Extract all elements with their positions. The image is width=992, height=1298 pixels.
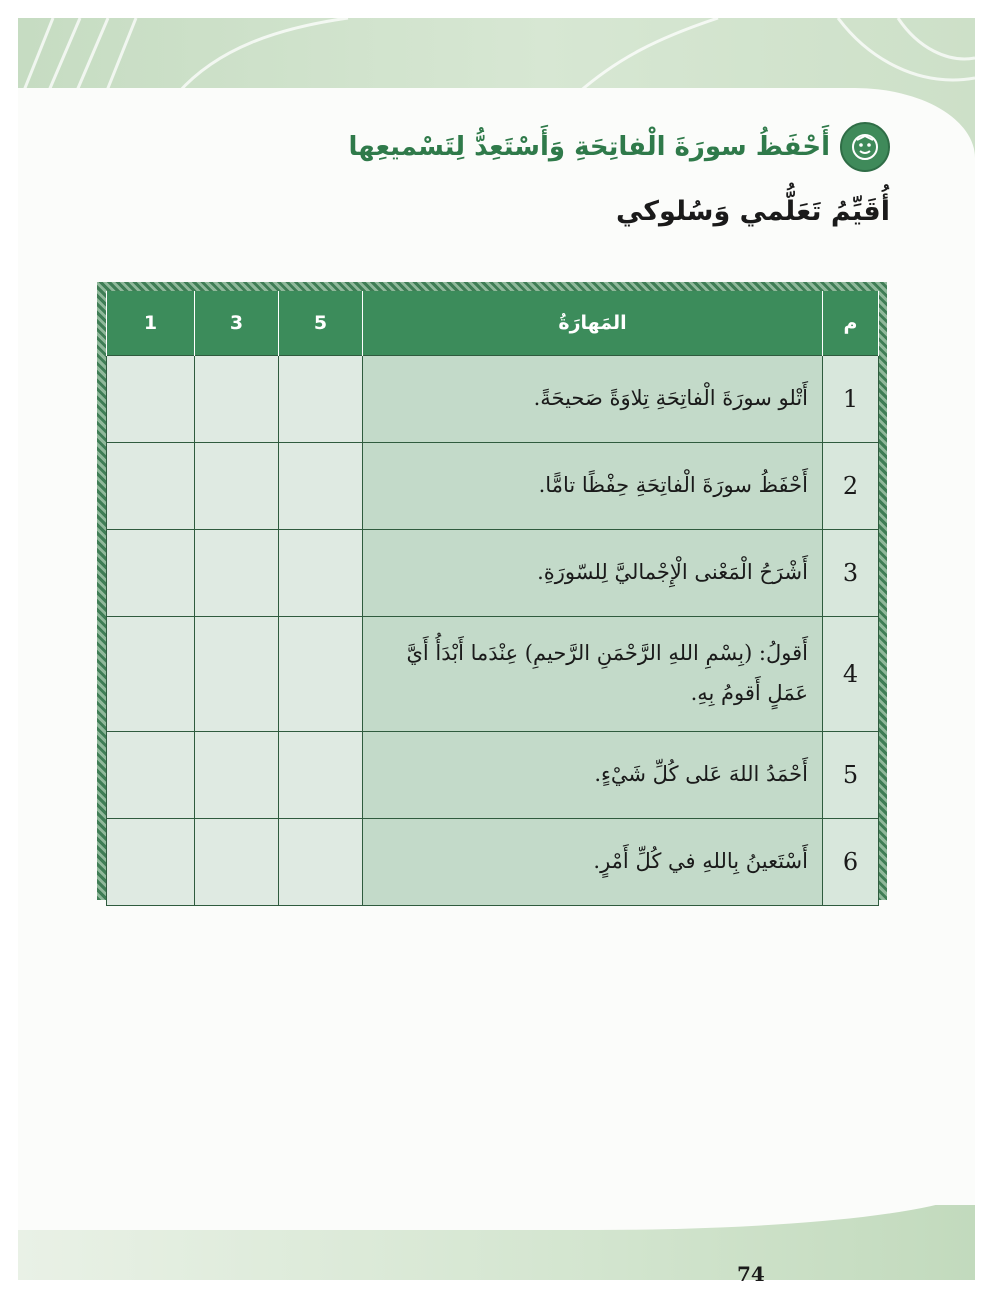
page-number: 74 bbox=[737, 1262, 765, 1286]
table-row bbox=[107, 443, 879, 530]
score-5-cell[interactable] bbox=[279, 617, 363, 732]
header-number: م bbox=[823, 291, 879, 356]
table-row bbox=[107, 617, 879, 732]
score-3-cell[interactable] bbox=[195, 819, 279, 906]
row-skill: أَشْرَحُ الْمَعْنى الْإِجْماليَّ لِلسّورَةِ. bbox=[363, 530, 823, 617]
score-1-cell[interactable] bbox=[107, 819, 195, 906]
score-3-cell[interactable] bbox=[195, 732, 279, 819]
score-1-cell[interactable] bbox=[107, 732, 195, 819]
row-skill: أَحْمَدُ اللهَ عَلى كُلِّ شَيْءٍ. bbox=[363, 732, 823, 819]
score-5-cell[interactable] bbox=[279, 443, 363, 530]
assessment-table-frame bbox=[97, 282, 887, 900]
row-number: 4 bbox=[823, 617, 879, 732]
table-row bbox=[107, 819, 879, 906]
row-number: 2 bbox=[823, 443, 879, 530]
table-row bbox=[107, 356, 879, 443]
score-5-cell[interactable] bbox=[279, 530, 363, 617]
row-skill: أَحْفَظُ سورَةَ الْفاتِحَةِ حِفْظًا تامًّا. bbox=[363, 443, 823, 530]
table-header-row bbox=[107, 291, 879, 356]
score-3-cell[interactable] bbox=[195, 530, 279, 617]
score-3-cell[interactable] bbox=[195, 617, 279, 732]
row-number: 6 bbox=[823, 819, 879, 906]
heading-title: أَحْفَظُ سورَةَ الْفاتِحَةِ وَأَسْتَعِدُّ لِتَسْميعِها bbox=[348, 132, 830, 162]
score-1-cell[interactable] bbox=[107, 530, 195, 617]
row-skill: أَقولُ: (بِسْمِ اللهِ الرَّحْمَنِ الرَّحيمِ) عِنْدَما أَبْدَأُ أَيَّ عَمَلٍ أَقومُ بِهِ. bbox=[363, 617, 823, 732]
self-assessment-title: أُقَيِّمُ تَعَلُّمي وَسُلوكي bbox=[615, 196, 890, 227]
score-3-cell[interactable] bbox=[195, 356, 279, 443]
section-heading bbox=[349, 122, 890, 172]
score-5-cell[interactable] bbox=[279, 819, 363, 906]
row-number: 1 bbox=[823, 356, 879, 443]
score-5-cell[interactable] bbox=[279, 356, 363, 443]
student-face-icon bbox=[840, 122, 890, 172]
row-skill: أَسْتَعينُ بِاللهِ في كُلِّ أَمْرٍ. bbox=[363, 819, 823, 906]
header-score-1: 1 bbox=[107, 291, 195, 356]
table-row bbox=[107, 530, 879, 617]
score-1-cell[interactable] bbox=[107, 617, 195, 732]
header-score-5: 5 bbox=[279, 291, 363, 356]
row-skill: أَتْلو سورَةَ الْفاتِحَةِ تِلاوَةً صَحيحَةً. bbox=[363, 356, 823, 443]
score-3-cell[interactable] bbox=[195, 443, 279, 530]
header-skill: المَهارَةُ bbox=[363, 291, 823, 356]
score-1-cell[interactable] bbox=[107, 356, 195, 443]
score-1-cell[interactable] bbox=[107, 443, 195, 530]
row-number: 3 bbox=[823, 530, 879, 617]
assessment-table bbox=[106, 291, 879, 906]
table-row bbox=[107, 732, 879, 819]
header-score-3: 3 bbox=[195, 291, 279, 356]
row-number: 5 bbox=[823, 732, 879, 819]
score-5-cell[interactable] bbox=[279, 732, 363, 819]
